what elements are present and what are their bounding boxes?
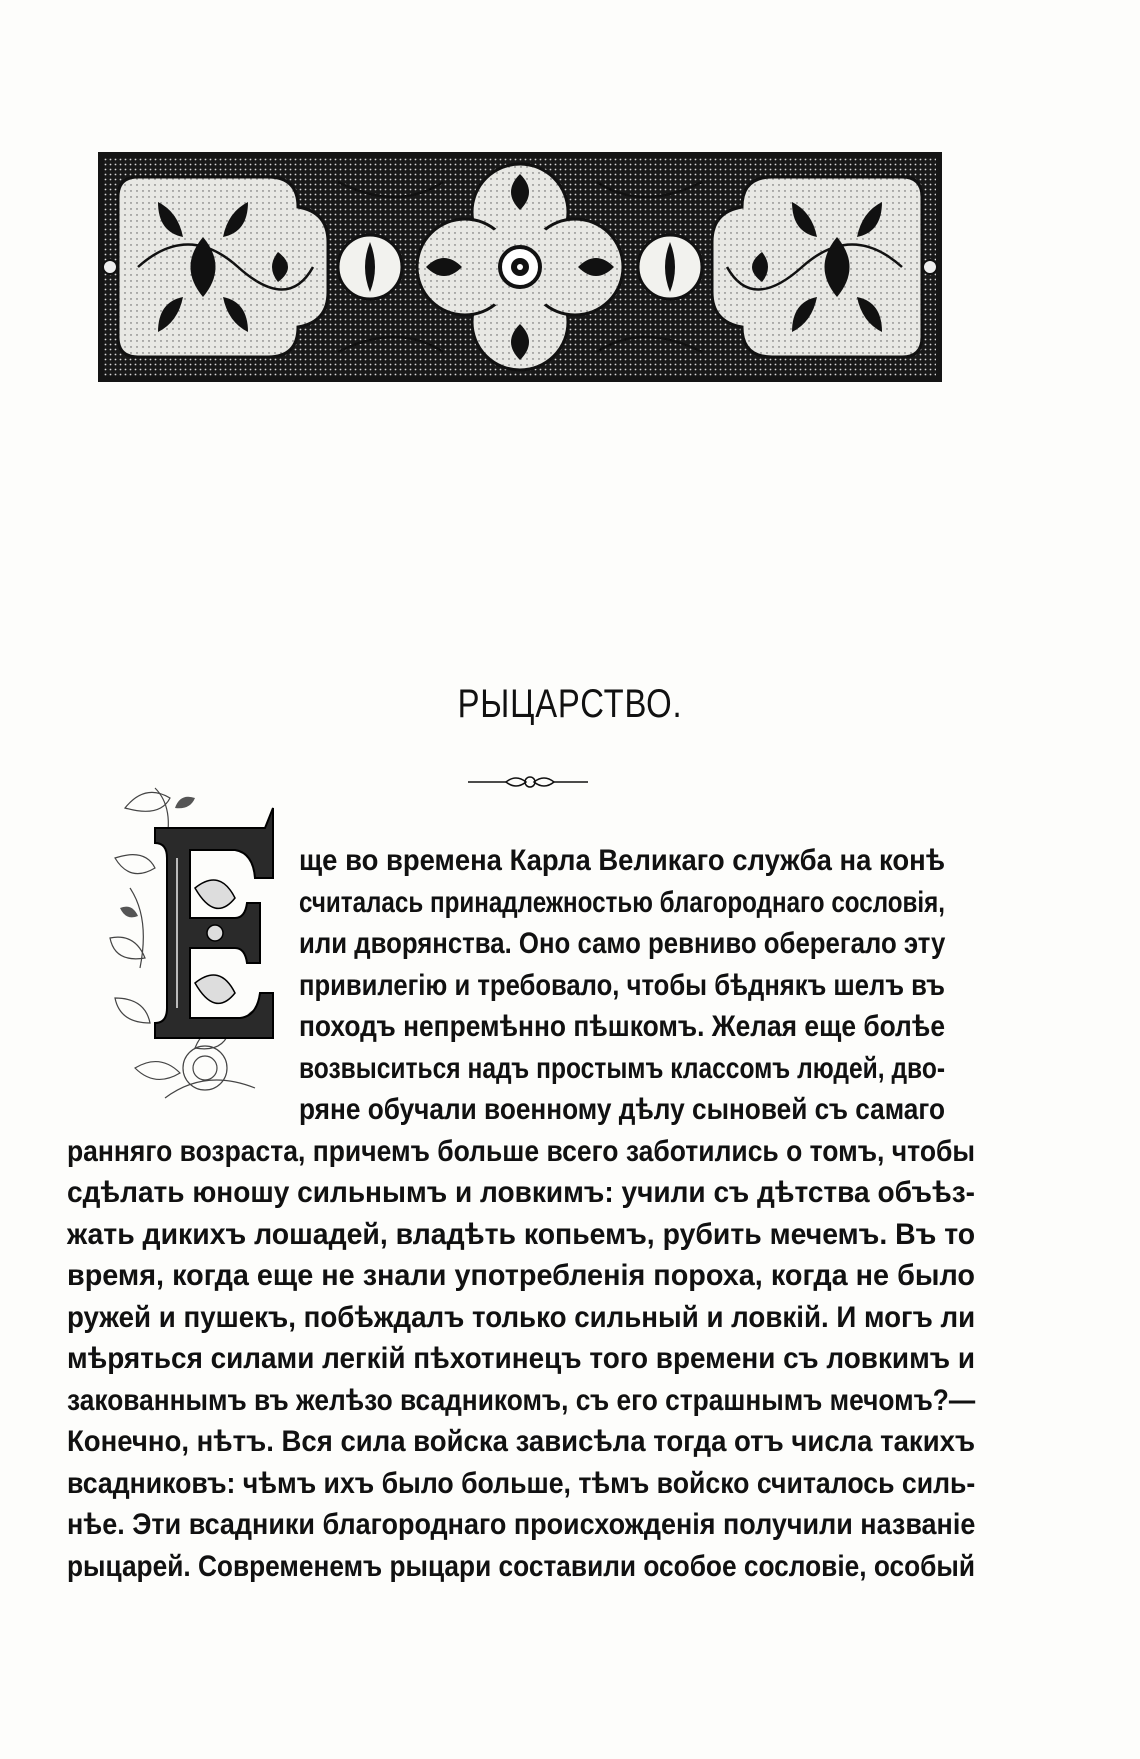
text-line: возвыситься надъ простымъ классомъ людей, дво-: [299, 1051, 945, 1085]
text-line: ще во времена Карла Великаго служба на конѣ: [299, 844, 945, 877]
text-line: жать дикихъ лошадей, владѣть копьемъ, рубить мечемъ. Въ то: [67, 1217, 976, 1251]
text-line: ружей и пушекъ, побѣждалъ только сильный и ловкій. И могъ ли: [67, 1300, 976, 1334]
body-paragraph: [67, 840, 975, 1587]
chapter-title: РЫЦАРСТВО.: [457, 682, 683, 726]
text-line: ранняго возраста, причемъ больше всего заботились о томъ, чтобы: [67, 1134, 975, 1168]
text-line: сдѣлать юношу сильнымъ и ловкимъ: учили съ дѣтства объѣз-: [67, 1176, 975, 1209]
text-line: привилегію и требовало, чтобы бѣднякъ шелъ въ: [299, 968, 945, 1002]
text-line: рыцарей. Современемъ рыцари составили особое сословіе, особый: [67, 1549, 975, 1583]
text-line: или дворянства. Оно само ревниво оберегало эту: [299, 927, 946, 960]
text-line: всадниковъ: чѣмъ ихъ было больше, тѣмъ войско считалось силь-: [67, 1466, 976, 1500]
ornamental-header-band: [98, 152, 942, 382]
text-line: ряне обучали военному дѣлу сыновей съ самаго: [299, 1093, 945, 1126]
text-line: нѣе. Эти всадники благороднаго происхожденія получили названіе: [67, 1508, 976, 1541]
text-line: закованнымъ въ желѣзо всадникомъ, съ его страшнымъ мечомъ?—: [67, 1383, 976, 1417]
text-line: мѣряться силами легкій пѣхотинецъ того времени съ ловкимъ и: [67, 1342, 975, 1375]
title-divider-ornament: [468, 770, 588, 794]
text-line: Конечно, нѣтъ. Вся сила войска зависѣла тогда отъ числа такихъ: [67, 1425, 976, 1458]
text-line: походъ непремѣнно пѣшкомъ. Желая еще болѣе: [299, 1010, 945, 1043]
text-line: время, когда еще не знали употребленія пороха, когда не было: [67, 1259, 975, 1292]
text-line: считалась принадлежностью благороднаго сословія,: [299, 885, 945, 919]
